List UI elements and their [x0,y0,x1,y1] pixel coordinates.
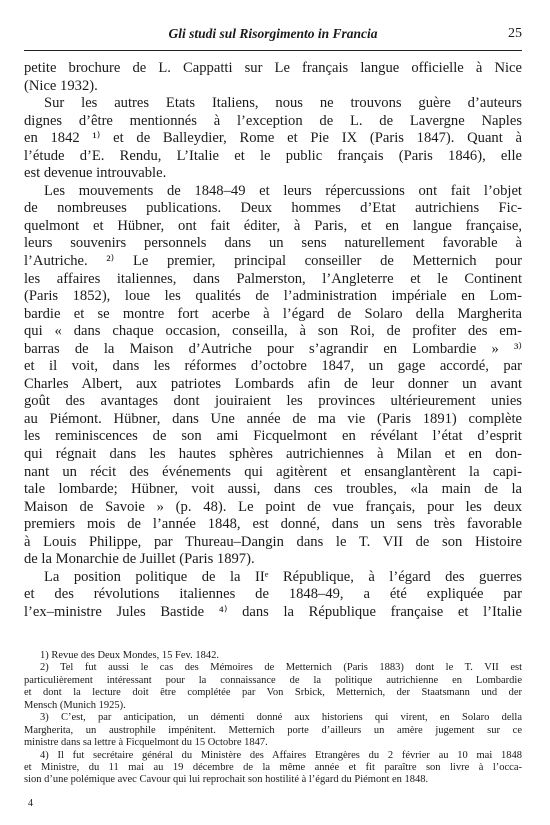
body-line: barras de la Maison d’Autriche pour s’agrandir en Lombardie » ³⁾ [24,340,522,357]
body-text [24,60,522,622]
body-line: en 1842 ¹⁾ et de Balleydier, Rome et Pie IX (Paris 1847). Quant à [24,130,522,147]
body-line: au Piémont. Hübner, dans Une année de ma vie (Paris 1891) complète [24,410,522,427]
footnote-line: particulièrement intéressant pour la connaissance de la politique autrichienne en Lombardie [24,674,522,686]
body-line: qui régnait dans les hautes sphères autrichiennes à Milan et en don- [24,446,522,463]
signature-mark: 4 [28,798,33,809]
footnote-line: Margherita, un austrophile impénitent. Metternich porte d’ailleurs un amère jugement sur ce [24,724,522,736]
body-line: et des révolutions italiennes de 1848–49, a été expliquée par [24,586,522,603]
footnote-line: 3) C’est, par anticipation, un démenti donné aux historiens qui virent, en Solaro della [40,712,522,724]
footnote-line: 1) Revue des Deux Mondes, 15 Fev. 1842. [40,650,219,661]
body-line: tale lombarde; Hübner, voit aussi, dans ces troubles, «la main de la [24,481,522,498]
body-line: bardie et se montre fort acerbe à l’égard de Solaro della Margherita [24,305,522,322]
body-line: les affaires italiennes, dans Palmerston, l’Angleterre et le Continent [24,270,522,287]
footnote-line: sion d’une polémique avec Cavour qui lui reprochait son hostilité à l’égard du Piémont en 1848. [24,774,429,786]
body-line: de nombreuses publications. Deux hommes d’Etat autrichiens Fic- [24,200,522,217]
footnote-line: ministre dans sa lettre à Ficquelmont du 15 Octobre 1847. [24,737,268,749]
body-line: dignes d’être mentionnés à l’exception de L. de Lavergne Naples [24,112,522,129]
body-line: quelmont et Hübner, ont fait éditer, à Paris, et en langue française, [24,217,522,234]
body-line: premiers mois de l’année 1848, est donné, dans un sens très favorable [24,516,522,533]
page-number: 25 [508,26,522,41]
body-line: (Nice 1932). [24,77,98,94]
footnote-line: et dont la lecture doit être complétée par Von Srbick, Metternich, der Staatsmann und der [24,687,522,699]
body-line: l’étude d’E. Rendu, L’Italie et le public français (Paris 1846), elle [24,147,522,164]
body-line: goût des avantages dont jouiraient les provinces ultérieurement unies [24,393,522,410]
body-line: Maison de Savoie » (p. 48). Le point de vue français, pour les deux [24,498,522,515]
body-line: l’Autriche. ²⁾ Le premier, principal conseiller de Metternich pour [24,253,522,270]
body-line: Sur les autres Etats Italiens, nous ne trouvons guère d’auteurs [44,95,522,112]
body-line: Charles Albert, aux patriotes Lombards afin de leur donner un avant [24,375,522,392]
body-line: de la Monarchie de Juillet (Paris 1897). [24,551,255,568]
body-line: Les mouvements de 1848–49 et leurs répercussions ont fait l’objet [44,182,522,199]
body-line: leurs souvenirs personnels dans un sens naturellement favorable à [24,235,522,252]
header-rule [24,50,522,51]
running-title: Gli studi sul Risorgimento in Francia [168,26,378,41]
body-line: et il voit, dans les réformes d’octobre 1847, un gage accordé, par [24,358,522,375]
body-line: petite brochure de L. Cappatti sur Le français langue officielle à Nice [24,60,522,76]
body-line: à Louis Philippe, par Thureau–Dangin dans le T. VII de son Histoire [24,533,522,550]
footnote-line: Mensch (Munich 1925). [24,699,126,711]
body-line: La position politique de la IIᵉ République, à l’égard des guerres [44,568,522,585]
body-line: (Paris 1852), loue les qualités de l’administration impériale en Lom- [24,288,522,305]
footnote-line: et Ministre, du 11 mai au 19 décembre de la même année et fit paraître son livre à l’occa- [24,761,522,773]
body-line: qui « dans chaque occasion, conseilla, à son Roi, de profiter des em- [24,323,522,340]
body-line: est devenue introuvable. [24,165,167,182]
body-line: l’ex–ministre Jules Bastide ⁴⁾ dans la République française et l’Italie [24,603,522,620]
body-line: les reminiscences de son ami Ficquelmont en révélant l’état d’esprit [24,428,522,445]
footnote-line: 2) Tel fut aussi le cas des Mémoires de Metternich (Paris 1883) dont le T. VII est [40,662,522,674]
footnote-line: 4) Il fut secrétaire général du Ministère des Affaires Etrangères du 2 février au 10 mai 1848 [40,749,522,761]
running-head [24,26,522,46]
body-line: nant un récit des événements qui agitèrent et ensanglantèrent la capi- [24,463,522,480]
footnotes [24,650,522,787]
